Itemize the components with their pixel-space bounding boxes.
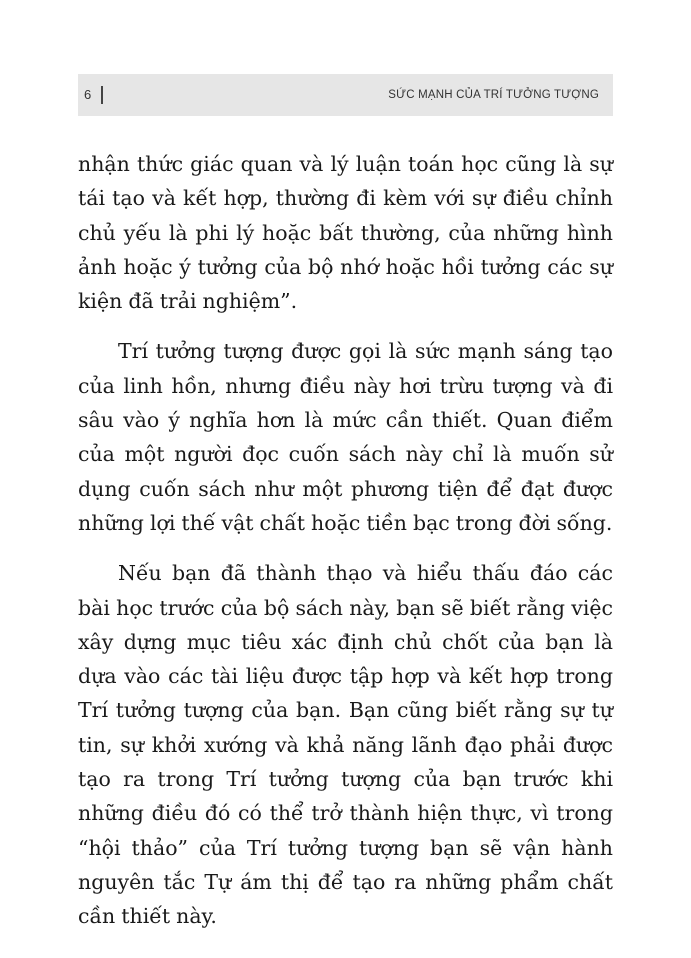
paragraph-continuation: nhận thức giác quan và lý luận toán học cũng là sự tái tạo và kết hợp, thường đi kèm với sự điều chỉnh chủ yếu là phi lý hoặc bất thường, của những hình ảnh hoặc ý tưởng của bộ nhớ hoặc hồi tưởng các sự kiện đã trải nghiệm”.	[78, 152, 613, 314]
body-text	[78, 147, 613, 934]
page-number: 6	[84, 87, 92, 102]
paragraph: Nếu bạn đã thành thạo và hiểu thấu đáo các bài học trước của bộ sách này, bạn sẽ biết rằng việc xây dựng mục tiêu xác định chủ chốt của bạn là dựa vào các tài liệu được tập hợp và kết hợp trong Trí tưởng tượng của bạn. Bạn cũng biết rằng sự tự tin, sự khởi xướng và khả năng lãnh đạo phải được tạo ra trong Trí tưởng tượng của bạn trước khi những điều đó có thể trở thành hiện thực, vì trong “hội thảo” của Trí tưởng tượng bạn sẽ vận hành nguyên tắc Tự ám thị để tạo ra những phẩm chất cần thiết này.	[78, 561, 613, 929]
page-header	[78, 74, 613, 116]
paragraph: Trí tưởng tượng được gọi là sức mạnh sáng tạo của linh hồn, nhưng điều này hơi trừu tượng và đi sâu vào ý nghĩa hơn là mức cần thiết. Quan điểm của một người đọc cuốn sách này chỉ là muốn sử dụng cuốn sách như một phương tiện để đạt được những lợi thế vật chất hoặc tiền bạc trong đời sống.	[78, 339, 613, 535]
header-divider	[101, 86, 103, 104]
running-title: SỨC MẠNH CỦA TRÍ TƯỞNG TƯỢNG	[388, 89, 599, 101]
